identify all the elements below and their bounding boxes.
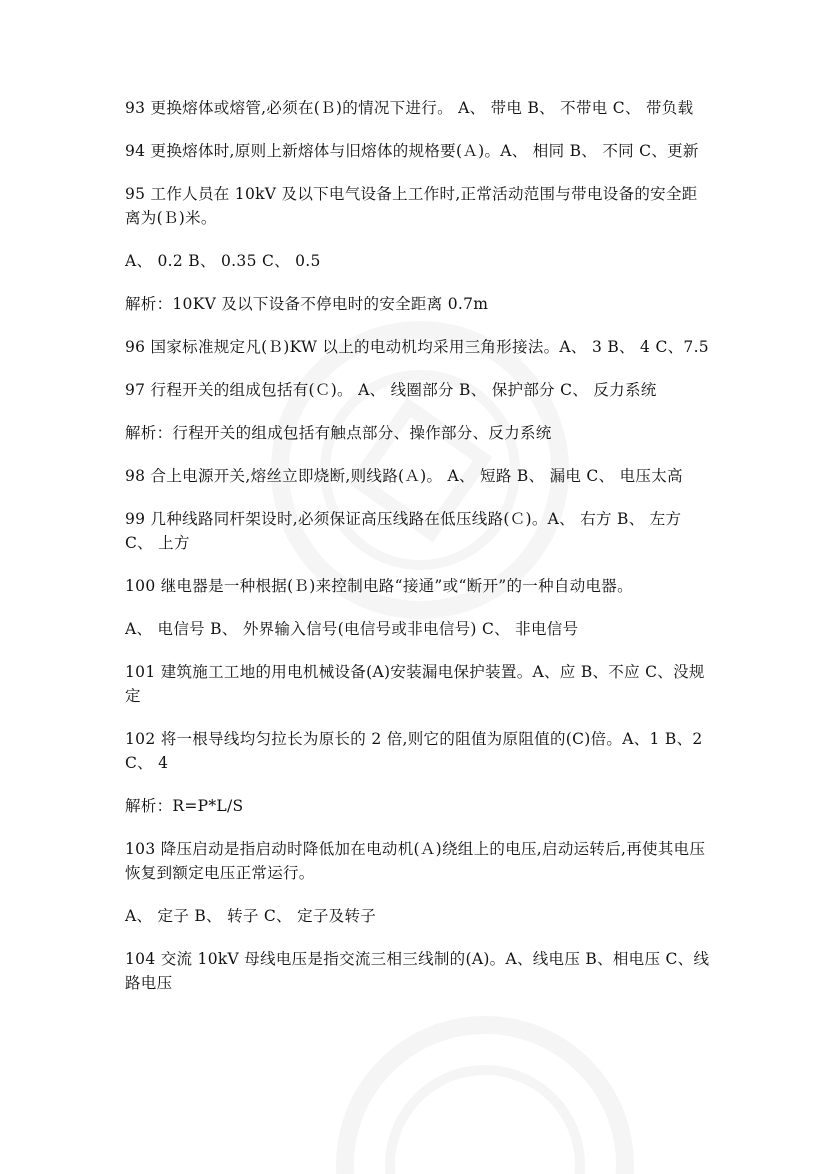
question-97: 97 行程开关的组成包括有(Ｃ)。 A、 线圈部分 B、 保护部分 C、 反力系统 [125, 381, 657, 399]
question-95-options: A、 0.2 B、 0.35 C、 0.5 [125, 252, 321, 270]
watermark-seal-icon-bottom [320, 1000, 650, 1174]
question-95: 95 工作人员在 10kV 及以下电气设备上工作时,正常活动范围与带电设备的安全距离为(Ｂ)米。 [125, 185, 698, 227]
question-103-options: A、 定子 B、 转子 C、 定子及转子 [125, 907, 377, 925]
question-103: 103 降压启动是指启动时降低加在电动机(Ａ)绕组上的电压,启动运转后,再使其电压恢复到额定电压正常运行。 [125, 840, 706, 882]
question-100: 100 继电器是一种根据(Ｂ)来控制电路“接通”或“断开”的一种自动电器。 [125, 577, 633, 595]
question-97-explanation: 解析：行程开关的组成包括有触点部分、操作部分、反力系统 [125, 424, 552, 442]
question-95-explanation: 解析：10KV 及以下设备不停电时的安全距离 0.7m [125, 295, 489, 313]
question-96: 96 国家标准规定凡(Ｂ)KW 以上的电动机均采用三角形接法。A、 3 B、 4 C、7.5 [125, 338, 709, 356]
question-102: 102 将一根导线均匀拉长为原长的 2 倍,则它的阻值为原阻值的(C)倍。A、1 B、2 C、 4 [125, 730, 708, 772]
question-98: 98 合上电源开关,熔丝立即烧断,则线路(Ａ)。 A、 短路 B、 漏电 C、 电压太高 [125, 467, 683, 485]
question-102-explanation: 解析：R=P*L/S [125, 797, 244, 815]
question-100-options: A、 电信号 B、 外界输入信号(电信号或非电信号) C、 非电信号 [125, 620, 579, 638]
question-104: 104 交流 10kV 母线电压是指交流三相三线制的(A)。A、线电压 B、相电压 C、线路电压 [125, 950, 710, 992]
question-93: 93 更换熔体或熔管,必须在(Ｂ)的情况下进行。 A、 带电 B、 不带电 C、 带负载 [125, 99, 694, 117]
question-94: 94 更换熔体时,原则上新熔体与旧熔体的规格要(Ａ)。A、 相同 B、 不同 C、更新 [125, 142, 699, 160]
document-body [125, 96, 710, 1014]
question-99: 99 几种线路同杆架设时,必须保证高压线路在低压线路(Ｃ)。A、 右方 B、 左方 C、 上方 [125, 510, 687, 552]
question-101: 101 建筑施工工地的用电机械设备(A)安装漏电保护装置。A、应 B、不应 C、没规定 [125, 663, 705, 705]
